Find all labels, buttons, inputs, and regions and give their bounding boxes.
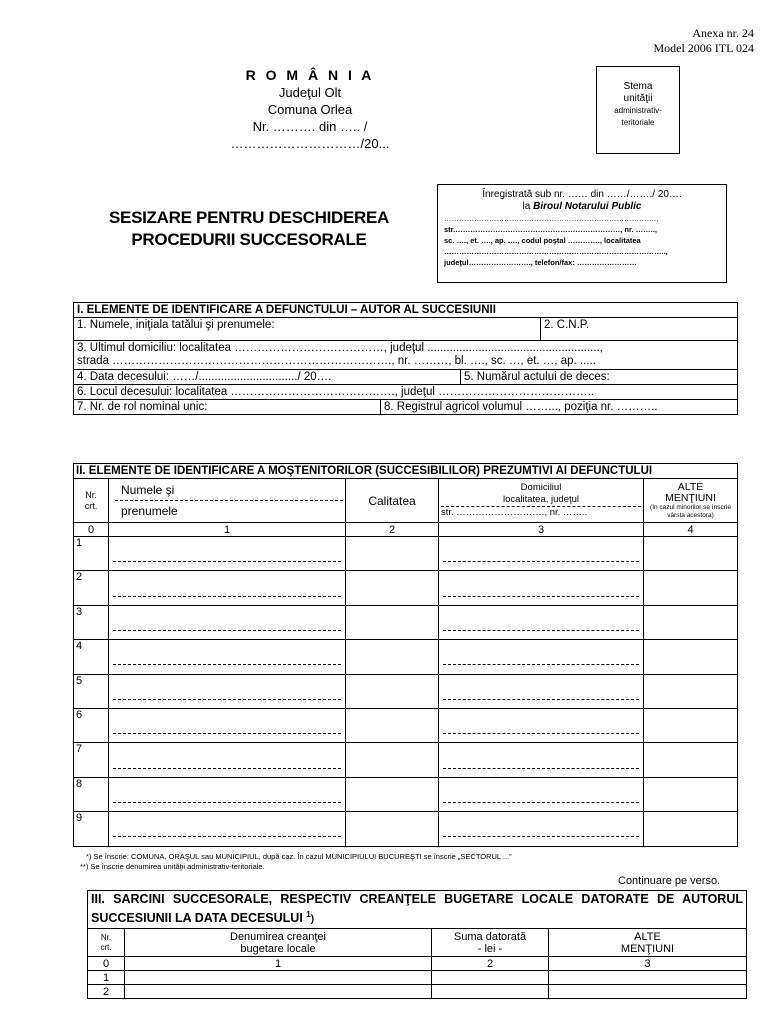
heir-domicile-field[interactable]	[439, 708, 644, 742]
heirs-table	[73, 463, 738, 847]
heir-notes-field[interactable]	[644, 571, 738, 605]
heir-name-field[interactable]	[109, 674, 346, 708]
col-alte-header: ALTE MENŢIUNI (în cazul minorilor se înscrie vârsta acestora)	[644, 479, 738, 523]
country-name: R O M Â N I A	[245, 67, 375, 83]
heir-row-number: 8	[74, 777, 109, 811]
heir-row-number: 7	[74, 743, 109, 777]
heir-domicile-field[interactable]	[439, 605, 644, 639]
heir-quality-field[interactable]	[346, 708, 439, 742]
column-index-row: 0 1 2 3	[88, 957, 747, 971]
heir-quality-field[interactable]	[346, 743, 439, 777]
debt-notes-field[interactable]	[549, 971, 747, 985]
debt-amount-field[interactable]	[432, 971, 549, 985]
heir-row	[74, 708, 738, 742]
heir-domicile-field[interactable]	[439, 674, 644, 708]
form-title-line-1: SESIZARE PENTRU DESCHIDEREA	[109, 208, 389, 227]
deceased-name-field[interactable]: 1. Numele, iniţiala tatălui şi prenumele:	[74, 318, 541, 341]
heir-name-field[interactable]	[109, 571, 346, 605]
heir-quality-field[interactable]	[346, 674, 439, 708]
heir-row-number: 3	[74, 605, 109, 639]
section-3-heading: III. SARCINI SUCCESORALE, RESPECTIV CREANŢELE BUGETARE LOCALE DATORATE DE AUTORUL SUCCESIUNII LA DATA DECESULUI $^1$)	[88, 891, 747, 929]
heir-notes-field[interactable]	[644, 640, 738, 674]
col-nr-header: Nr. crt.	[74, 479, 109, 523]
county-name: Judeţul Olt	[278, 85, 342, 100]
debt-notes-field[interactable]	[549, 985, 747, 999]
heir-notes-field[interactable]	[644, 605, 738, 639]
debt-row	[88, 985, 747, 999]
heir-notes-field[interactable]	[644, 708, 738, 742]
stema-label-3: administrativ-	[614, 106, 662, 115]
col-alte-header: ALTE MENŢIUNI	[549, 929, 747, 957]
footnotes	[80, 852, 512, 872]
heir-quality-field[interactable]	[346, 640, 439, 674]
heir-row	[74, 777, 738, 811]
footnote-1: *) Se înscrie: COMUNA, ORAŞUL sau MUNICIPIUL, după caz. În cazul MUNICIPIULUI BUCUREŞTI se înscrie „SECTORUL ...”	[86, 852, 512, 861]
notary-address-field[interactable]: sc. …., et. …., ap. …., codul poştal …………., localitatea	[444, 236, 641, 245]
heir-row	[74, 571, 738, 605]
succession-debts-table	[87, 890, 747, 999]
heir-quality-field[interactable]	[346, 537, 439, 571]
annex-label	[653, 26, 754, 56]
form-title-line-2: PROCEDURII SUCCESORALE	[131, 230, 367, 249]
notary-county-phone-field[interactable]: judeţul……………………., telefon/fax: ……………………	[444, 258, 637, 267]
heir-quality-field[interactable]	[346, 812, 439, 846]
heir-row-number: 5	[74, 674, 109, 708]
document-header	[180, 66, 440, 152]
col-nr-header: Nr. crt.	[88, 929, 125, 957]
heir-row	[74, 640, 738, 674]
cnp-field[interactable]: 2. C.N.P.	[541, 318, 738, 341]
notary-locality-field[interactable]: ……………………………………………………………………………..,	[444, 247, 668, 256]
col-name-header: Numele şi prenumele	[109, 479, 346, 523]
heir-row	[74, 812, 738, 846]
heir-row-number: 2	[74, 571, 109, 605]
heir-notes-field[interactable]	[644, 777, 738, 811]
debt-row-number: 2	[88, 985, 125, 999]
deceased-identification-table	[73, 302, 738, 415]
model-code: Model 2006 ITL 024	[653, 41, 754, 55]
heir-domicile-field[interactable]	[439, 640, 644, 674]
heir-name-field[interactable]	[109, 605, 346, 639]
death-certificate-number-field[interactable]: 5. Numărul actului de deces:	[460, 370, 737, 385]
notary-office-label: la Biroul Notarului Public	[522, 201, 642, 212]
col-domicile-header: Domiciliul localitatea, judeţul str. ………………………., nr. ……..	[439, 479, 644, 523]
heir-notes-field[interactable]	[644, 537, 738, 571]
footnote-2: **) Se înscrie denumirea unităţii administrativ-teritoriale.	[80, 862, 265, 871]
heir-domicile-field[interactable]	[439, 537, 644, 571]
heir-quality-field[interactable]	[346, 777, 439, 811]
heir-name-field[interactable]	[109, 812, 346, 846]
col-amount-header: Suma datorată - lei -	[432, 929, 549, 957]
heir-row-number: 6	[74, 708, 109, 742]
coat-of-arms-box	[596, 66, 680, 154]
number-line: Nr. ………. din ….. / …………………………/20...	[230, 119, 390, 151]
agricultural-register-field[interactable]: 8. Registrul agricol volumul ……..., poziţia nr. ………..	[381, 400, 738, 415]
registration-box	[437, 184, 727, 283]
debt-row	[88, 971, 747, 985]
heir-domicile-field[interactable]	[439, 777, 644, 811]
heir-row-number: 9	[74, 812, 109, 846]
registration-number-field[interactable]: Înregistrată sub nr. …… din ……/……./ 20….	[482, 189, 682, 200]
notary-street-field[interactable]: str.…………………………………………………………, nr. ……..,	[444, 225, 657, 234]
heir-notes-field[interactable]	[644, 674, 738, 708]
heir-quality-field[interactable]	[346, 605, 439, 639]
debt-name-field[interactable]	[125, 985, 432, 999]
heir-row-number: 4	[74, 640, 109, 674]
col-calitatea-header: Calitatea	[346, 479, 439, 523]
heir-notes-field[interactable]	[644, 743, 738, 777]
section-2-heading: II. ELEMENTE DE IDENTIFICARE A MOŞTENITORILOR (SUCCESIBILILOR) PREZUMTIVI AI DEFUNCTULUI	[74, 464, 738, 479]
heir-row-number: 1	[74, 537, 109, 571]
heir-name-field[interactable]	[109, 777, 346, 811]
debt-amount-field[interactable]	[432, 985, 549, 999]
heir-name-field[interactable]	[109, 640, 346, 674]
form-title	[74, 207, 424, 251]
stema-label-4: teritoriale	[621, 118, 655, 127]
heir-name-field[interactable]	[109, 708, 346, 742]
col-debt-name-header: Denumirea creanţei bugetare locale	[125, 929, 432, 957]
section-1-heading: I. ELEMENTE DE IDENTIFICARE A DEFUNCTULUI – AUTOR AL SUCCESIUNII	[74, 303, 738, 318]
date-of-death-field[interactable]: 4. Data decesului: ……/.............................../ 20….	[74, 370, 461, 385]
heir-name-field[interactable]	[109, 537, 346, 571]
heir-row	[74, 674, 738, 708]
heir-row	[74, 743, 738, 777]
heir-domicile-field[interactable]	[439, 743, 644, 777]
debt-name-field[interactable]	[125, 971, 432, 985]
stema-label-2: unităţii	[623, 93, 653, 104]
heir-row	[74, 537, 738, 571]
heir-notes-field[interactable]	[644, 812, 738, 846]
heir-quality-field[interactable]	[346, 571, 439, 605]
column-index-row: 0 1 2 3 4	[74, 523, 738, 537]
heir-domicile-field[interactable]	[439, 812, 644, 846]
heir-domicile-field[interactable]	[439, 571, 644, 605]
commune-name: Comuna Orlea	[267, 102, 353, 117]
continuation-note: Continuare pe verso.	[618, 875, 721, 887]
heir-name-field[interactable]	[109, 743, 346, 777]
annex-number: Anexa nr. 24	[692, 26, 754, 40]
roll-number-field[interactable]: 7. Nr. de rol nominal unic:	[74, 400, 381, 415]
notary-name-field[interactable]: ………………………………………………………………………….,	[444, 214, 659, 223]
debt-row-number: 1	[88, 971, 125, 985]
place-of-death-field[interactable]: 6. Locul decesului: localitatea ……………………………………., judeţul …………………………………..	[74, 385, 738, 400]
stema-label: Stema	[623, 81, 653, 92]
heir-row	[74, 605, 738, 639]
last-domicile-field[interactable]: 3. Ultimul domiciliu: localitatea …………………………………, judeţul ......................................................, strada ………………………………………………………………., nr. ………, bl. …., sc. …, et. …, ap. .....	[74, 341, 738, 370]
